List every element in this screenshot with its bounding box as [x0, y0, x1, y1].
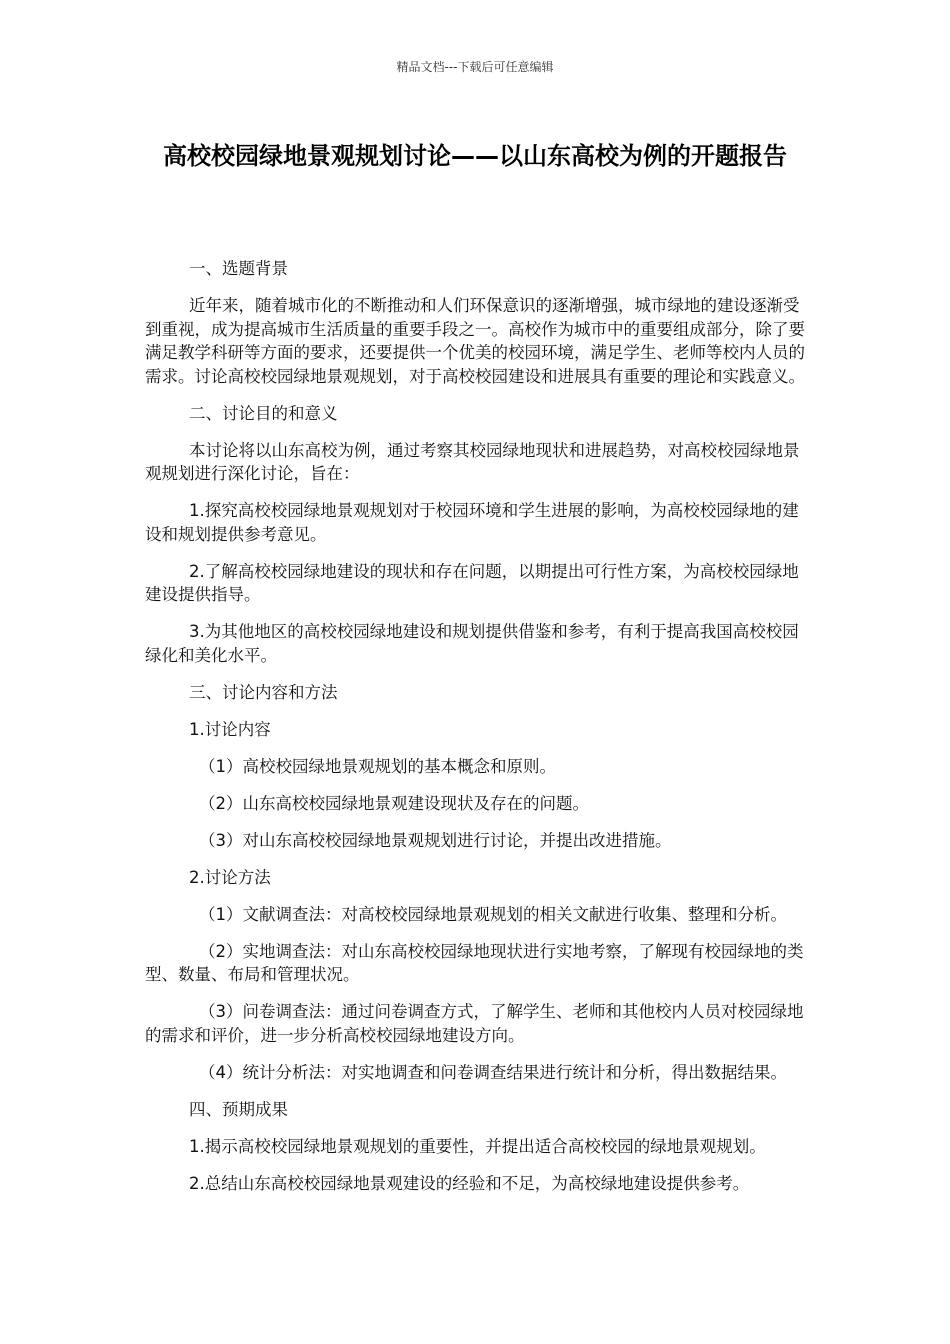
body-paragraph: 1.揭示高校校园绿地景观规划的重要性，并提出适合高校校园的绿地景观规划。 [189, 1136, 766, 1156]
section-heading: 二、讨论目的和意义 [189, 403, 338, 423]
list-item: （3）问卷调查法：通过问卷调查方式，了解学生、老师和其他校内人员对校园绿地的需求和评价，进一步分析高校校园绿地建设方向。 [145, 1002, 804, 1045]
section-heading: 一、选题背景 [189, 259, 288, 278]
subsection-heading: 1.讨论内容 [189, 719, 271, 739]
subsection-heading: 2.讨论方法 [189, 867, 271, 887]
body-paragraph: 本讨论将以山东高校为例，通过考察其校园绿地现状和进展趋势，对高校校园绿地景观规划进行深化讨论，旨在： [145, 440, 800, 483]
section-heading: 三、讨论内容和方法 [189, 682, 338, 702]
list-item: （3）对山东高校校园绿地景观规划进行讨论，并提出改进措施。 [199, 830, 672, 850]
list-item: （4）统计分析法：对实地调查和问卷调查结果进行统计和分析，得出数据结果。 [199, 1062, 787, 1082]
body-paragraph: 近年来，随着城市化的不断推动和人们环保意识的逐渐增强，城市绿地的建设逐渐受到重视，成为提高城市生活质量的重要手段之一。高校作为城市中的重要组成部分，除了要满足教学科研等方面的要求，还要提供一个优美的校园环境，满足学生、老师等校内人员的需求。讨论高校校园绿地景观规划，对于高校校园建设和进展具有重要的理论和实践意义。 [145, 296, 805, 386]
body-paragraph: 1.探究高校校园绿地景观规划对于校园环境和学生进展的影响，为高校校园绿地的建设和规划提供参考意见。 [145, 501, 799, 544]
body-paragraph: 2.总结山东高校校园绿地景观建设的经验和不足，为高校绿地建设提供参考。 [189, 1173, 750, 1193]
list-item: （2）山东高校校园绿地景观建设现状及存在的问题。 [199, 793, 589, 813]
list-item: （1）高校校园绿地景观规划的基本概念和原则。 [199, 756, 556, 776]
document-body [145, 257, 807, 1209]
document-title: 高校校园绿地景观规划讨论——以山东高校为例的开题报告 [163, 142, 787, 170]
section-heading: 四、预期成果 [189, 1099, 288, 1119]
list-item: （1）文献调查法：对高校校园绿地景观规划的相关文献进行收集、整理和分析。 [199, 904, 787, 924]
body-paragraph: 3.为其他地区的高校校园绿地建设和规划提供借鉴和参考，有利于提高我国高校校园绿化和美化水平。 [145, 622, 799, 665]
body-paragraph: 2.了解高校校园绿地建设的现状和存在问题，以期提出可行性方案，为高校校园绿地建设提供指导。 [145, 561, 799, 604]
list-item: （2）实地调查法：对山东高校校园绿地现状进行实地考察，了解现有校园绿地的类型、数量、布局和管理状况。 [145, 941, 804, 984]
page-header-note: 精品文档---下载后可任意编辑 [396, 60, 554, 74]
